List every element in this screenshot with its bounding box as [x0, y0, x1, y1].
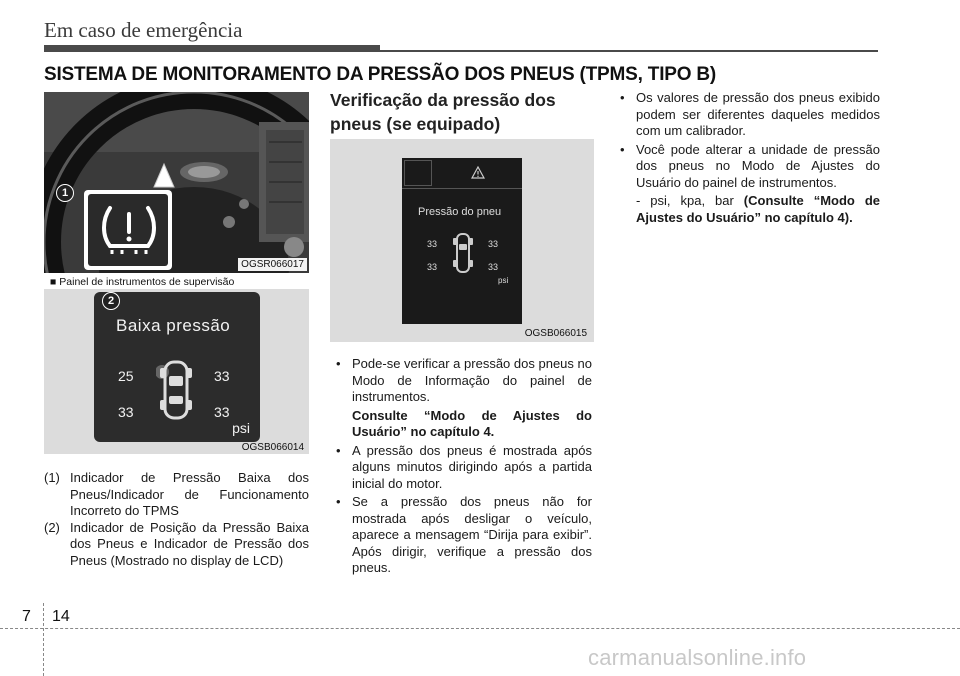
chapter-header: Em caso de emergência [44, 18, 243, 42]
car-top-icon [156, 360, 196, 420]
header-rule-thick [44, 45, 380, 52]
list-item: • Os valores de pressão dos pneus exibido podem ser diferentes daqueles medidos com um calibrador. [620, 90, 880, 138]
right-bullet-list [614, 90, 880, 226]
tire-front-left: 33 [427, 239, 438, 249]
figure-tire-pressure-display [330, 139, 594, 342]
list-item [44, 520, 309, 570]
item-number: (1) [44, 470, 60, 485]
page-number: 14 [52, 608, 70, 625]
tire-rear-left: 33 [427, 262, 438, 272]
indicator-list [44, 470, 309, 569]
tire-rear-left: 33 [118, 404, 134, 420]
warning-triangle-icon [471, 166, 485, 179]
caption-text: Painel de instrumentos de supervisão [59, 276, 235, 288]
pressure-unit: psi [498, 276, 509, 285]
bullet-text: A pressão dos pneus é mostrada após alguns minutos dirigindo após a partida inicial do motor. [352, 442, 592, 491]
tire-front-right: 33 [488, 239, 499, 249]
list-item: • Pode-se verificar a pressão dos pneus no Modo de Informação do painel de instrumentos. Consulte “Modo de Ajustes do Usuário” no capítulo 4. [336, 356, 592, 439]
header-rule-thin [380, 50, 878, 52]
callout-1: 1 [56, 184, 74, 202]
tire-rear-right: 33 [488, 262, 499, 272]
watermark: carmanualsonline.info [588, 645, 807, 670]
lcd-title: Baixa pressão [116, 316, 231, 335]
figure-code: OGSB066014 [241, 442, 304, 453]
bullet-text: Você pode alterar a unidade de pressão dos pneus no Modo de Ajustes do Usuário do painel de instrumentos. [636, 141, 880, 190]
footer-rule [0, 628, 960, 629]
lcd-panel [402, 158, 522, 324]
lcd-panel [94, 292, 260, 442]
car-top-icon [452, 233, 474, 273]
unit-options [614, 193, 880, 226]
item-text: Indicador de Pressão Baixa dos Pneus/Indicador de Funcionamento Incorreto do TPMS [70, 470, 309, 518]
list-item: • Se a pressão dos pneus não for mostrada após desligar o veículo, aparece a mensagem “Dirija para exibir”. Após dirigir, verifique a pressão dos pneus. [336, 494, 592, 575]
figure-caption [44, 276, 309, 288]
pressure-unit: psi [232, 420, 250, 436]
tire-front-right: 33 [214, 368, 230, 384]
lcd-tab-box [404, 160, 432, 186]
tpms-warning-icon [100, 202, 158, 254]
figure-steering-wheel [44, 92, 309, 273]
unit-options-text: - psi, kpa, bar [636, 193, 744, 208]
figure-code: OGSB066015 [524, 328, 587, 339]
callout-2: 2 [102, 292, 120, 310]
item-number: (2) [44, 519, 60, 535]
bullet-text: Se a pressão dos pneus não for mostrada após desligar o veículo, aparece a mensagem “Dirija para exibir”. Após dirigir, verifique a pressão dos pneus. [352, 494, 592, 575]
tire-rear-right: 33 [214, 404, 230, 420]
caption-bullet: ■ [50, 276, 57, 288]
page-chapter: 7 [22, 608, 31, 625]
figure-low-pressure-display [44, 289, 309, 454]
lcd-divider [402, 188, 522, 189]
bullet-reference: Consulte “Modo de Ajustes do Usuário” no capítulo 4. [352, 407, 592, 439]
item-text: Indicador de Posição da Pressão Baixa dos Pneus e Indicador de Pressão dos Pneus (Mostrado no display de LCD) [70, 519, 309, 568]
section-title: SISTEMA DE MONITORAMENTO DA PRESSÃO DOS PNEUS (TPMS, TIPO B) [44, 64, 717, 85]
figure-code: OGSR066017 [238, 258, 307, 271]
bullet-text: Os valores de pressão dos pneus exibido podem ser diferentes daqueles medidos com um calibrador. [636, 90, 880, 138]
steering-wheel-illustration [44, 92, 309, 273]
list-item: • A pressão dos pneus é mostrada após alguns minutos dirigindo após a partida inicial do motor. [336, 442, 592, 491]
bullet-text: Pode-se verificar a pressão dos pneus no Modo de Informação do painel de instrumentos. [352, 356, 592, 404]
footer-divider [43, 603, 44, 676]
unit-options-reference: (Consulte “Modo de Ajustes do Usuário” no capítulo 4). [636, 193, 880, 225]
middle-bullet-list [330, 356, 592, 579]
subheading: Verificação da pressão dos pneus (se equipado) [330, 90, 556, 134]
lcd-title: Pressão do pneu [418, 206, 502, 218]
list-item [44, 470, 309, 520]
tire-front-left: 25 [118, 368, 134, 384]
list-item: • Você pode alterar a unidade de pressão dos pneus no Modo de Ajustes do Usuário do painel de instrumentos. [620, 141, 880, 190]
